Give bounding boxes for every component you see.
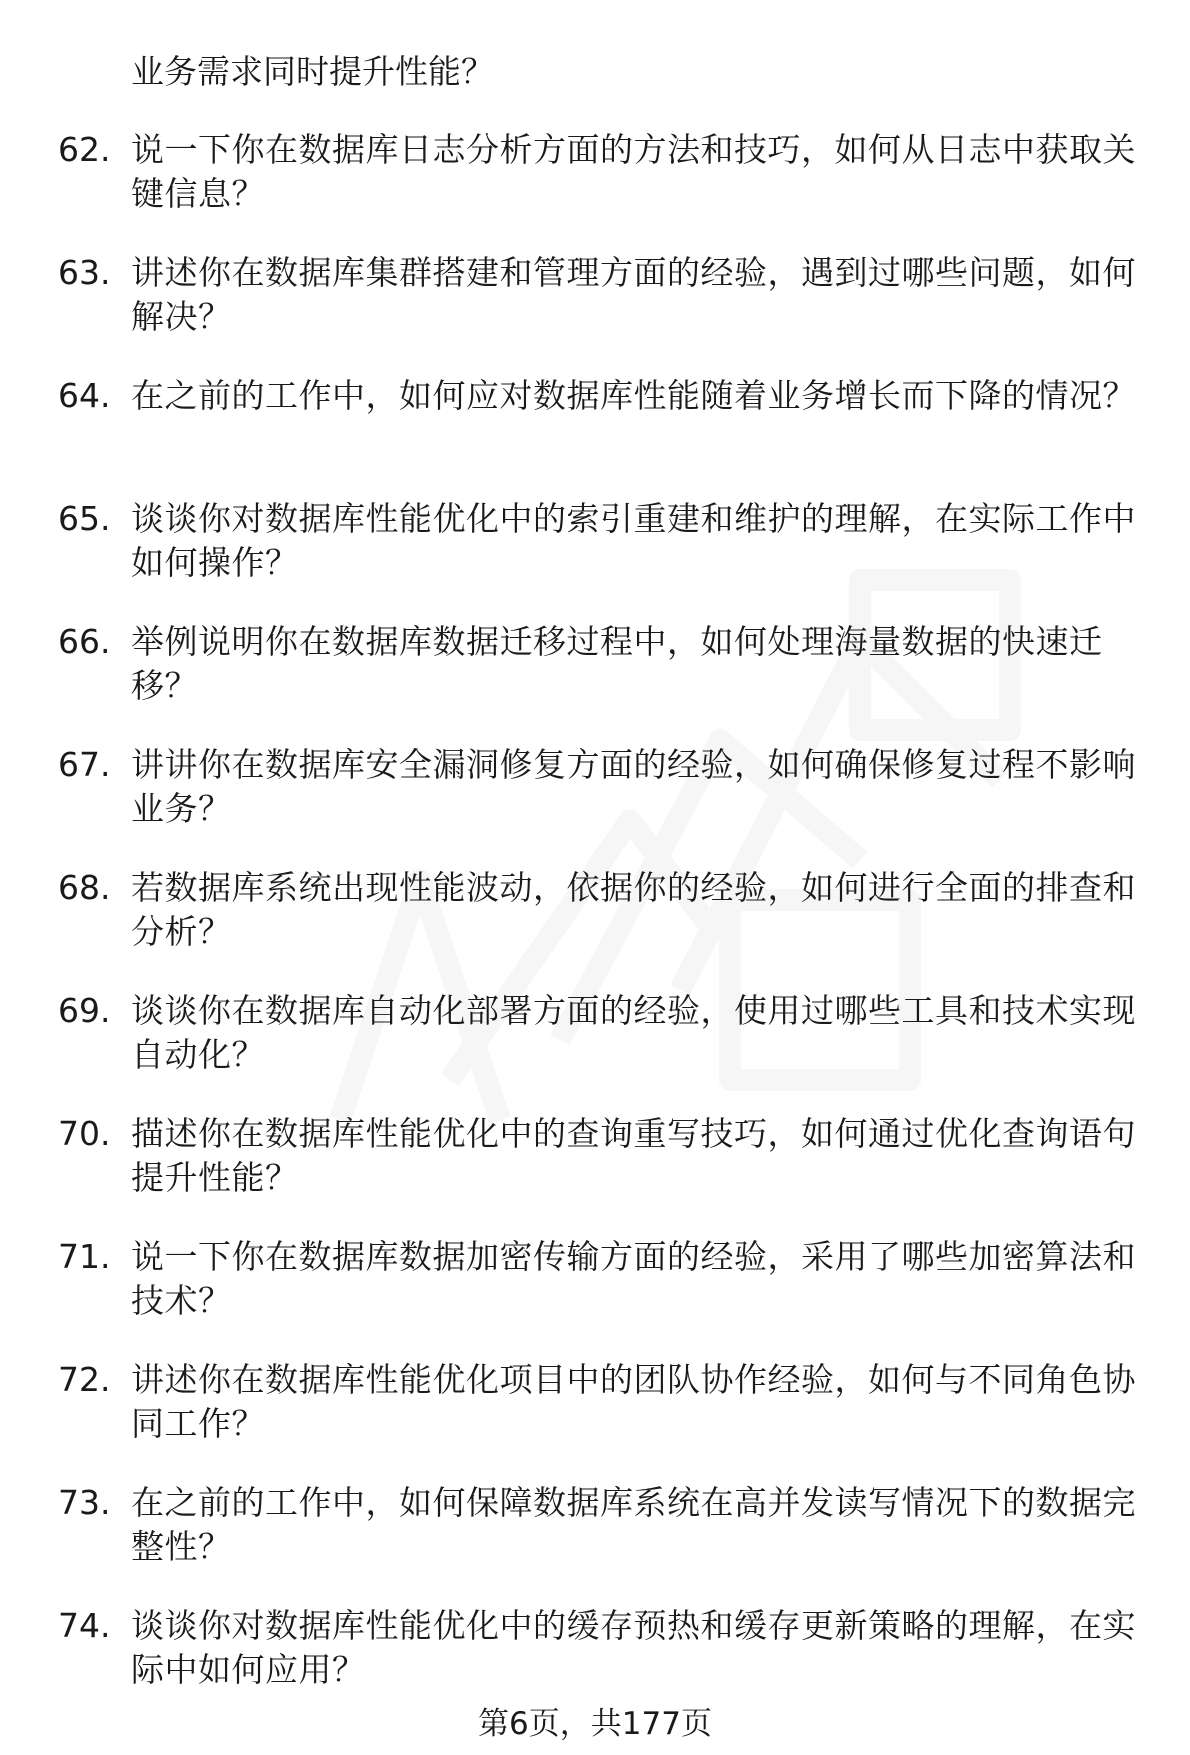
question-item bbox=[0, 989, 1190, 1112]
question-number: 67. bbox=[58, 745, 111, 784]
question-text: 在之前的工作中，如何应对数据库性能随着业务增长而下降的情况？ bbox=[131, 376, 1136, 415]
question-text: 描述你在数据库性能优化中的查询重写技巧，如何通过优化查询语句提升性能？ bbox=[131, 1114, 1136, 1197]
question-number: 72. bbox=[58, 1360, 111, 1399]
continued-question-text: 业务需求同时提升性能？ bbox=[131, 52, 494, 91]
question-item bbox=[0, 128, 1190, 251]
question-text: 谈谈你对数据库性能优化中的索引重建和维护的理解，在实际工作中如何操作？ bbox=[131, 499, 1136, 582]
question-item bbox=[0, 1235, 1190, 1358]
question-number: 64. bbox=[58, 376, 111, 415]
question-item bbox=[0, 497, 1190, 620]
question-text: 说一下你在数据库日志分析方面的方法和技巧，如何从日志中获取关键信息？ bbox=[131, 130, 1136, 213]
question-text: 在之前的工作中，如何保障数据库系统在高并发读写情况下的数据完整性？ bbox=[131, 1483, 1136, 1566]
question-number: 73. bbox=[58, 1483, 111, 1522]
question-text: 讲述你在数据库性能优化项目中的团队协作经验，如何与不同角色协同工作？ bbox=[131, 1360, 1136, 1443]
question-number: 63. bbox=[58, 253, 111, 292]
question-number: 68. bbox=[58, 868, 111, 907]
question-item bbox=[0, 1112, 1190, 1235]
question-text: 讲讲你在数据库安全漏洞修复方面的经验，如何确保修复过程不影响业务？ bbox=[131, 745, 1136, 828]
question-item bbox=[0, 866, 1190, 989]
question-number: 71. bbox=[58, 1237, 111, 1276]
page-footer: 第6页，共177页 bbox=[478, 1706, 712, 1742]
question-text: 说一下你在数据库数据加密传输方面的经验，采用了哪些加密算法和技术？ bbox=[131, 1237, 1136, 1320]
question-number: 74. bbox=[58, 1606, 111, 1645]
question-item bbox=[0, 743, 1190, 866]
question-text: 举例说明你在数据库数据迁移过程中，如何处理海量数据的快速迁移？ bbox=[131, 622, 1103, 705]
question-item bbox=[0, 374, 1190, 497]
question-text: 谈谈你对数据库性能优化中的缓存预热和缓存更新策略的理解，在实际中如何应用？ bbox=[131, 1606, 1136, 1689]
question-item bbox=[0, 1358, 1190, 1481]
question-text: 讲述你在数据库集群搭建和管理方面的经验，遇到过哪些问题，如何解决？ bbox=[131, 253, 1136, 336]
question-number: 69. bbox=[58, 991, 111, 1030]
question-number: 65. bbox=[58, 499, 111, 538]
question-item bbox=[0, 620, 1190, 743]
question-item bbox=[0, 251, 1190, 374]
question-list bbox=[0, 128, 1190, 1727]
question-number: 70. bbox=[58, 1114, 111, 1153]
question-text: 若数据库系统出现性能波动，依据你的经验，如何进行全面的排查和分析？ bbox=[131, 868, 1136, 951]
question-text: 谈谈你在数据库自动化部署方面的经验，使用过哪些工具和技术实现自动化？ bbox=[131, 991, 1136, 1074]
question-number: 62. bbox=[58, 130, 111, 169]
question-item bbox=[0, 1481, 1190, 1604]
question-number: 66. bbox=[58, 622, 111, 661]
